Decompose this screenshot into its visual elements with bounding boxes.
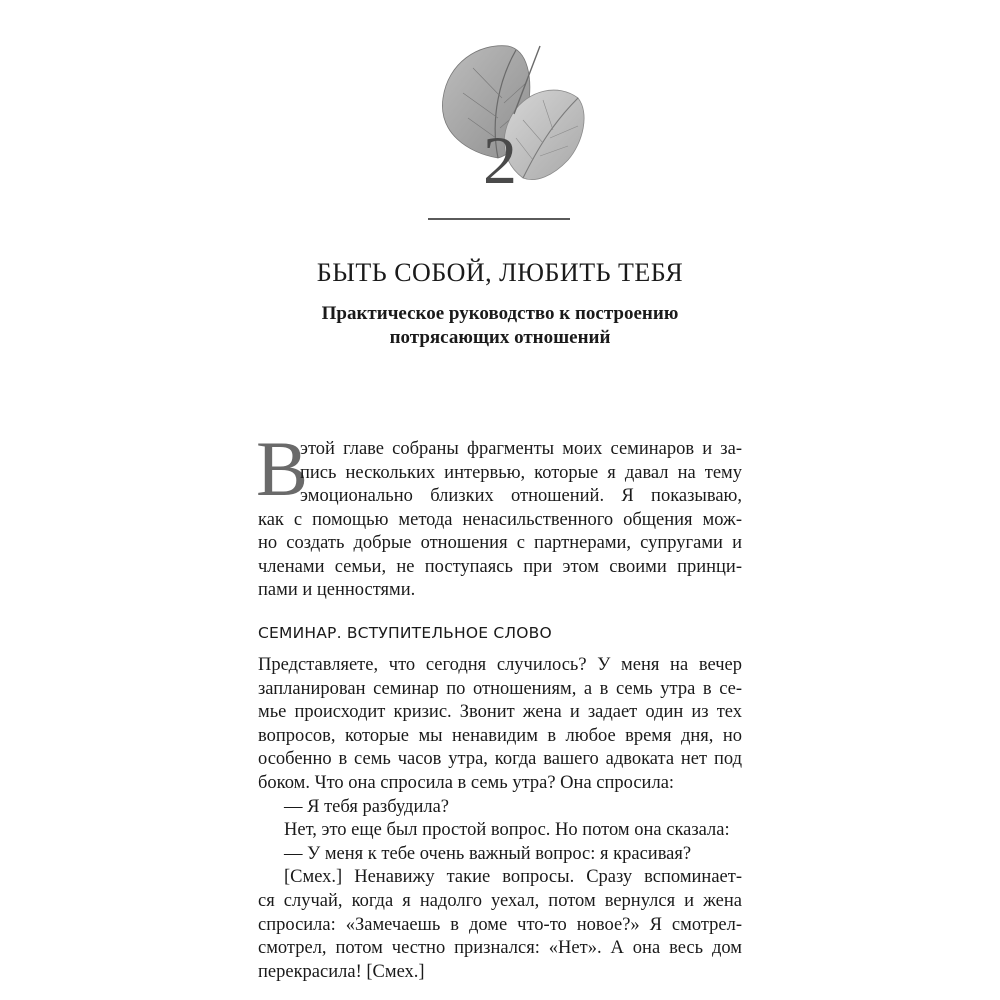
text-line: мье происходит кризис. Звонит жена и задает один из тех bbox=[258, 702, 742, 723]
text-line: пами и ценностями. bbox=[258, 580, 416, 600]
text-line: смотрел, потом честно признался: «Нет». А она весь дом bbox=[258, 938, 742, 959]
text-line: но создать добрые отношения с партнерами, супругами и bbox=[258, 533, 742, 553]
text-line: перекрасила! [Смех.] bbox=[258, 961, 425, 982]
text-line: особенно в семь часов утра, когда вашего адвоката нет под bbox=[258, 749, 742, 770]
subtitle-line: Практическое руководство к построению bbox=[321, 303, 679, 324]
text-line: спросила: «Замечаешь в доме что-то новое?» Я смотрел- bbox=[258, 914, 742, 935]
text-line: пись нескольких интервью, которые я давал на тему bbox=[300, 462, 742, 483]
text-line: эмоционально близких отношений. Я показываю, bbox=[300, 486, 742, 506]
text-line: этой главе собраны фрагменты моих семинаров и за- bbox=[300, 439, 742, 459]
text-line: запланирован семинар по отношениям, а в семь утра в се- bbox=[258, 678, 742, 699]
text-line: боком. Что она спросила в семь утра? Она спросила: bbox=[258, 772, 675, 793]
chapter-title: БЫТЬ СОБОЙ, ЛЮБИТЬ ТЕБЯ bbox=[316, 258, 684, 287]
chapter-subtitle bbox=[0, 302, 1000, 350]
text-line: [Смех.] Ненавижу такие вопросы. Сразу вспоминает- bbox=[284, 867, 742, 888]
chapter-divider bbox=[428, 218, 570, 220]
text-line: вопросов, которые мы ненавидим в любое время дня, но bbox=[258, 725, 742, 746]
subtitle-line: потрясающих отношений bbox=[389, 327, 611, 348]
chapter-number: 2 bbox=[483, 122, 517, 198]
drop-cap: В bbox=[256, 425, 309, 512]
text-line: членами семьи, не поступаясь при этом своими принци- bbox=[258, 556, 742, 577]
section-heading: СЕМИНАР. ВСТУПИТЕЛЬНОЕ СЛОВО bbox=[258, 624, 552, 642]
text-line: — Я тебя разбудила? bbox=[284, 796, 450, 817]
intro-paragraph bbox=[258, 438, 742, 603]
text-line: Нет, это еще был простой вопрос. Но потом она сказала: bbox=[284, 820, 730, 841]
text-line: как с помощью метода ненасильственного общения мож- bbox=[258, 509, 742, 530]
text-line: Представляете, что сегодня случилось? У меня на вечер bbox=[258, 655, 742, 675]
section-body bbox=[258, 654, 742, 984]
text-line: — У меня к тебе очень важный вопрос: я красивая? bbox=[284, 843, 692, 864]
text-line: ся случай, когда я надолго уехал, потом вернулся и жена bbox=[258, 890, 742, 911]
